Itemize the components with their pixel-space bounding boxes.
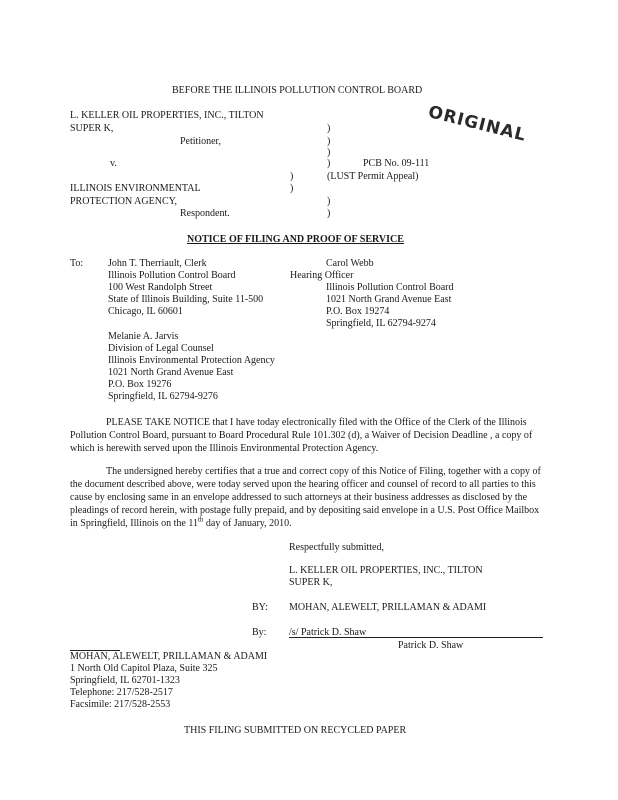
signature-party-line2: SUPER K, xyxy=(289,577,333,588)
recipient-clerk-line: 100 West Randolph Street xyxy=(108,282,213,293)
firm-block-line: Facsimile: 217/528-2553 xyxy=(70,699,171,710)
recipient-agency-line: Illinois Environmental Protection Agency xyxy=(108,355,275,366)
firm-block-line: Springfield, IL 62701-1323 xyxy=(70,675,180,686)
versus: v. xyxy=(110,158,117,169)
to-label: To: xyxy=(70,258,84,269)
caption-paren: ) xyxy=(327,123,331,134)
caption-paren: ) xyxy=(327,136,331,147)
firm-block-line: MOHAN, ALEWELT, PRILLAMAN & ADAMI xyxy=(70,651,268,662)
by-label: BY: xyxy=(252,602,268,613)
case-type: (LUST Permit Appeal) xyxy=(327,171,419,182)
recipient-hearing-officer-line: Hearing Officer xyxy=(290,270,354,281)
recipient-agency-line: Springfield, IL 62794-9276 xyxy=(108,391,218,402)
recipient-hearing-officer-line: P.O. Box 19274 xyxy=(326,306,390,317)
recipient-agency-line: Melanie A. Jarvis xyxy=(108,331,179,342)
petitioner-role: Petitioner, xyxy=(180,136,221,147)
caption-paren: ) xyxy=(327,147,331,158)
recipient-agency-line: 1021 North Grand Avenue East xyxy=(108,367,234,378)
firm-block-line: Telephone: 217/528-2517 xyxy=(70,687,173,698)
recipient-clerk-line: Chicago, IL 60601 xyxy=(108,306,183,317)
caption-paren: ) xyxy=(290,183,294,194)
caption-paren: ) xyxy=(327,196,331,207)
board-title: BEFORE THE ILLINOIS POLLUTION CONTROL BOARD xyxy=(172,85,423,96)
by2-label: By: xyxy=(252,627,267,638)
footer-notice: THIS FILING SUBMITTED ON RECYCLED PAPER xyxy=(184,725,407,736)
signature-party-line1: L. KELLER OIL PROPERTIES, INC., TILTON xyxy=(289,565,483,576)
certification-text: The undersigned hereby certifies that a true and correct copy of this Notice of Filing, together with a copy of the document described above, were today served upon the hearing officer and counsel of record to all parties to this cause by enclosing same in an envelope addressed to such attorneys at their business addresses as disclosed by the pleadings of record herein, with postage fully prepaid, and by depositing said envelope in a U.S. Post Office Mailbox in Springfield, Illinois on the 11 xyxy=(70,466,541,529)
recipient-hearing-officer-line: Springfield, IL 62794-9274 xyxy=(326,318,436,329)
recipient-clerk-line: State of Illinois Building, Suite 11-500 xyxy=(108,294,264,305)
notice-title: NOTICE OF FILING AND PROOF OF SERVICE xyxy=(187,234,404,245)
petitioner-name-line2: SUPER K, xyxy=(70,123,114,134)
recipient-hearing-officer-line: Carol Webb xyxy=(326,258,374,269)
caption-paren: ) xyxy=(290,171,294,182)
recipient-agency-line: Division of Legal Counsel xyxy=(108,343,214,354)
signer-name: Patrick D. Shaw xyxy=(398,640,464,651)
respondent-name-line1: ILLINOIS ENVIRONMENTAL xyxy=(70,183,201,194)
signature-line xyxy=(289,637,543,638)
recipient-clerk-line: John T. Therriault, Clerk xyxy=(108,258,207,269)
date-ordinal: th xyxy=(197,515,204,524)
certification-date: day of January, 2010. xyxy=(203,518,292,529)
firm-block-line: 1 North Old Capitol Plaza, Suite 325 xyxy=(70,663,218,674)
petitioner-name-line1: L. KELLER OIL PROPERTIES, INC., TILTON xyxy=(70,110,264,121)
respondent-name-line2: PROTECTION AGENCY, xyxy=(70,196,178,207)
certification-paragraph xyxy=(70,465,548,530)
e-signature: /s/ Patrick D. Shaw xyxy=(289,627,367,638)
signature-firm: MOHAN, ALEWELT, PRILLAMAN & ADAMI xyxy=(289,602,487,613)
caption-paren: ) xyxy=(327,208,331,219)
notice-paragraph: PLEASE TAKE NOTICE that I have today electronically filed with the Office of the Clerk of the Illinois Pollution Control Board, pursuant to Board Procedural Rule 101.302 (d), a Waiver of Decision Deadline , a copy of which is herewith served upon the Illinois Environmental Protection Agency. xyxy=(70,417,533,454)
closing: Respectfully submitted, xyxy=(289,542,384,553)
original-stamp: ORIGINAL xyxy=(426,102,529,146)
recipient-clerk-line: Illinois Pollution Control Board xyxy=(108,270,236,281)
case-number: PCB No. 09-111 xyxy=(363,158,430,169)
recipient-hearing-officer-line: 1021 North Grand Avenue East xyxy=(326,294,452,305)
caption-paren: ) xyxy=(327,158,331,169)
recipient-agency-line: P.O. Box 19276 xyxy=(108,379,172,390)
respondent-role: Respondent. xyxy=(180,208,230,219)
recipient-hearing-officer-line: Illinois Pollution Control Board xyxy=(326,282,454,293)
